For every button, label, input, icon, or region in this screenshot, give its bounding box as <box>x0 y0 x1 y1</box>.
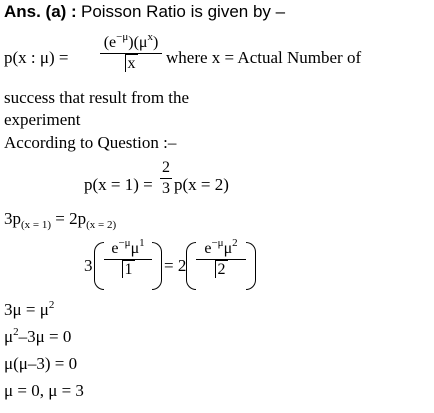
eq3-coef-right: = 2 <box>164 256 187 275</box>
formula-lhs: p(x : μ) = <box>4 48 69 67</box>
eq1-frac-num: 2 <box>162 159 170 176</box>
eq1-right: p(x = 2) <box>174 175 229 194</box>
step-4: μ = 0, μ = 3 <box>4 381 84 400</box>
formula-where-text: where x = Actual Number of <box>166 48 362 67</box>
factorial-symbol: 2 <box>215 260 228 278</box>
answer-intro: Poisson Ratio is given by – <box>80 2 286 21</box>
eq1-fraction <box>160 158 172 199</box>
eq3-num-2: $e^{-\mu}\mu^2$ <box>204 237 238 257</box>
left-paren <box>94 242 104 290</box>
eq3-num-1: $e^{-\mu}\mu^1$ <box>111 237 145 257</box>
eq3-coef-left: 3 <box>84 256 93 275</box>
answer-label: Ans. (a) : <box>4 2 77 21</box>
eq3-den-2 <box>196 260 246 280</box>
eq1-frac-den: 3 <box>162 180 170 197</box>
formula-numerator: $(e^{-\mu})(\mu^x)$ <box>103 31 159 51</box>
left-paren <box>186 242 196 290</box>
text-line-success: success that result from the <box>4 88 190 107</box>
factorial-symbol: x <box>125 54 138 72</box>
answer-heading <box>4 2 285 22</box>
step-3: μ(μ–3) = 0 <box>4 354 78 373</box>
step-2: $\mu^2-3\mu = 0$ <box>4 326 72 346</box>
right-paren <box>152 242 162 290</box>
formula-denominator <box>100 54 162 74</box>
eq2: $3p_{(x = 1)} = 2p_{(x = 2)}$ <box>4 209 117 231</box>
text-line-according: According to Question :– <box>4 133 177 152</box>
factorial-symbol: 1 <box>122 260 135 278</box>
formula-fraction <box>100 33 162 74</box>
eq1-left: p(x = 1) = <box>84 175 153 194</box>
text-line-experiment: experiment <box>4 110 81 129</box>
step-1: $3\mu = \mu^2$ <box>4 299 55 319</box>
eq3-fraction-1 <box>104 239 152 280</box>
right-paren <box>246 242 256 290</box>
eq3-fraction-2 <box>196 239 246 280</box>
eq3-den-1 <box>104 260 152 280</box>
